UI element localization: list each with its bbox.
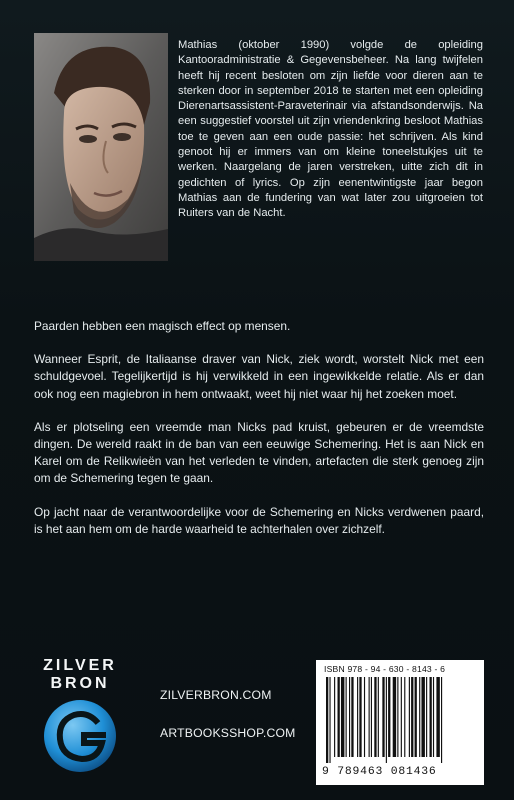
barcode-digits: 9 789463 081436 — [322, 766, 437, 778]
publisher-logo — [30, 655, 130, 775]
barcode-bar — [386, 677, 387, 763]
barcode-bar — [382, 677, 384, 757]
barcode-bar — [334, 677, 335, 757]
blurb-paragraph: Wanneer Esprit, de Italiaanse draver van Nick, ziek wordt, worstelt Nick met een schuldgevoel. Tegelijkertijd is hij verwikkeld in een ingewikkelde relatie. Als er dan ook nog een magiebron in hem ontwaakt, weet hij niet waar hij het zoeken moet. — [34, 352, 484, 401]
isbn-label: ISBN 978 - 94 - 630 - 8143 - 6 — [324, 664, 446, 674]
barcode-bar — [357, 677, 358, 757]
blurb-paragraph: Paarden hebben een magisch effect op mensen. — [34, 319, 291, 333]
barcode-bar — [419, 677, 420, 757]
book-blurb — [34, 318, 484, 554]
barcode-bar — [374, 677, 376, 757]
barcode-bar — [326, 677, 328, 763]
publisher-name-line2: BRON — [50, 675, 110, 692]
barcode-bar — [341, 677, 344, 757]
barcode-bars — [322, 677, 478, 765]
barcode-bar — [404, 677, 405, 757]
publisher-name-line1: ZILVER — [43, 657, 117, 674]
barcode-bar — [388, 677, 390, 757]
barcode-bar — [430, 677, 432, 757]
barcode-bar — [364, 677, 365, 757]
barcode-bar — [349, 677, 350, 757]
shop-website-link[interactable]: ARTBOOKSSHOP.COM — [160, 726, 296, 740]
barcode-bar — [436, 677, 439, 757]
barcode-bar — [421, 677, 424, 757]
barcode-bar — [409, 677, 410, 757]
barcode-bar — [411, 677, 413, 757]
barcode-bar — [351, 677, 353, 757]
barcode-bar — [393, 677, 396, 757]
barcode-bar — [415, 677, 417, 757]
author-portrait-image — [34, 33, 168, 261]
barcode-bar — [401, 677, 402, 757]
barcode-bar — [378, 677, 379, 757]
barcode-bar — [369, 677, 370, 757]
author-bio: Mathias (oktober 1990) volgde de opleiding Kantooradministratie & Gegevensbeheer. Na lang twijfelen heeft hij recent besloten om zijn liefde voor dieren aan te sterken door in september 2018 te starten met een opleiding Dierenartsassistent-Paraveterinair via afstandsonderwijs. Na een suggestief voorstel uit zijn vriendenkring besloot Mathias toe te geven aan een oude passie: het schrijven. Als kind genoot hij er immers van om kleine toneelstukjes uit te werken. Naargelang de jaren verstreken, uitte zich dit in gedichten of lyrics. Op zijn eenentwintigste jaar begon Mathias aan de fundering van wat later zou uitgroeien tot Ruiters van de Nacht. — [178, 39, 483, 220]
barcode-bar — [441, 677, 442, 763]
barcode-bar — [338, 677, 340, 757]
barcode-bar — [346, 677, 347, 757]
blurb-paragraph: Als er plotseling een vreemde man Nicks pad kruist, gebeuren er de vreemdste dingen. De wereld raakt in de ban van een eeuwige Schemering. Het is aan Nick en Karel om de Relikwieën van het verleden te vinden, artefacten die sterk genoeg zijn om de Schemering tegen te gaan. — [34, 419, 484, 486]
publisher-website-link[interactable]: ZILVERBRON.COM — [160, 688, 272, 702]
blurb-paragraph: Op jacht naar de verantwoordelijke voor de Schemering en Nicks verdwenen paard, is het aan hem om de harde waarheid te achterhalen over zichzelf. — [34, 504, 484, 536]
publisher-emblem-icon — [40, 697, 120, 775]
barcode-bar — [359, 677, 361, 757]
barcode-bar — [329, 677, 330, 763]
isbn-barcode — [316, 660, 484, 785]
barcode-bar — [371, 677, 372, 757]
barcode-bar — [426, 677, 427, 757]
barcode-bar — [397, 677, 398, 757]
author-photo — [34, 33, 168, 261]
barcode-bar — [433, 677, 434, 757]
